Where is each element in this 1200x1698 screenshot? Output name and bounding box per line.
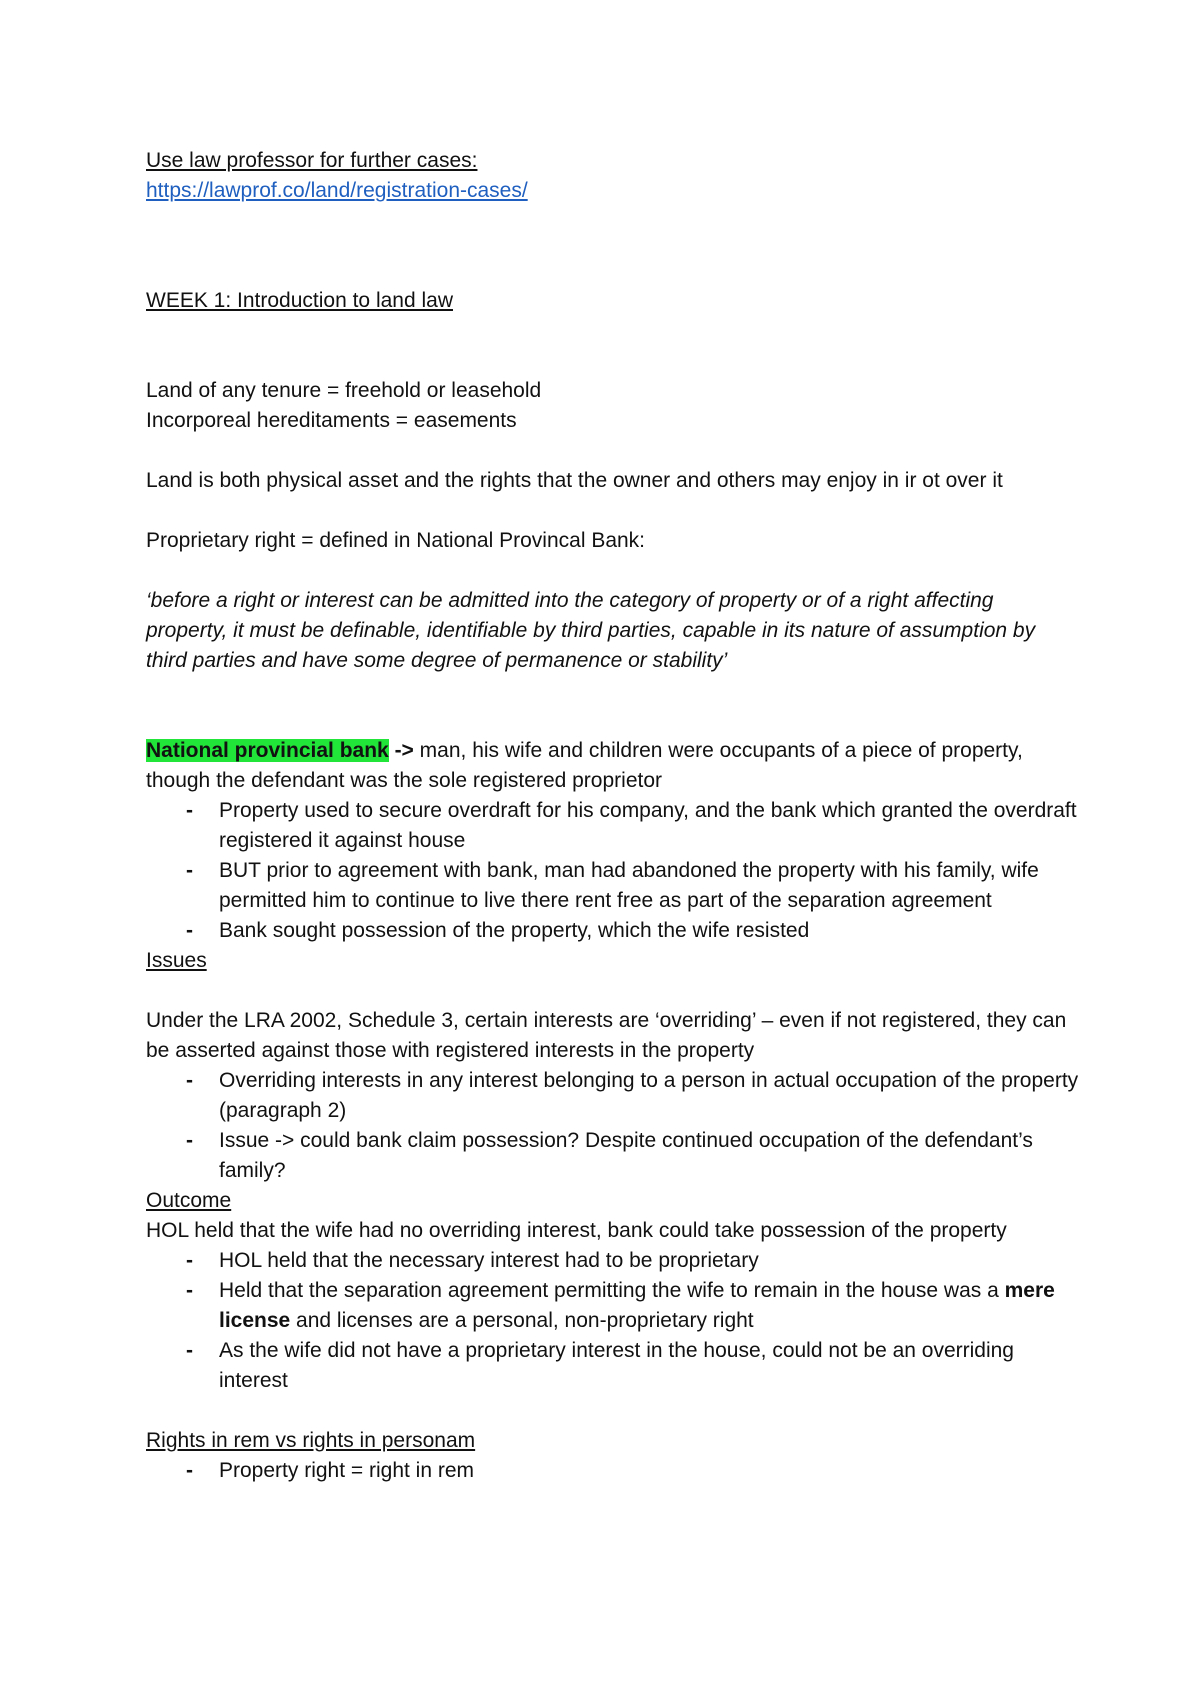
incorporeal-definition: Incorporeal hereditaments = easements (146, 409, 517, 432)
outcome-list (146, 1246, 1080, 1396)
case-name-highlight: National provincial bank (146, 739, 389, 762)
list-item (146, 1276, 1080, 1336)
proprietary-definition: Proprietary right = defined in National Provincal Bank: (146, 529, 646, 552)
outcome2-pre: Held that the separation agreement permitting the wife to remain in the house was a (219, 1279, 1005, 1302)
header-title: Use law professor for further cases: (146, 149, 478, 172)
list-item: - Property used to secure overdraft for his company, and the bank which granted the overdraft registered it against house (146, 796, 1080, 856)
case-summary-text: man, his wife and children were occupants of a piece of property, though the defendant was the sole registered proprietor (146, 739, 1023, 792)
mere-license-bold: mere license (219, 1279, 1055, 1332)
definition-quote: ‘before a right or interest can be admitted into the category of property or of a right affecting property, it must be definable, identifiable by third parties, capable in its nature of assumption by third parties and have some degree of permanence or stability’ (146, 589, 1036, 672)
list-item: - Bank sought possession of the property, which the wife resisted (146, 916, 1080, 946)
list-item: - As the wife did not have a proprietary interest in the house, could not be an overriding interest (146, 1336, 1080, 1396)
case-summary (146, 736, 1080, 796)
list-item: - Overriding interests in any interest belonging to a person in actual occupation of the property (paragraph 2) (146, 1066, 1080, 1126)
outcome2-post: and licenses are a personal, non-proprietary right (290, 1309, 754, 1332)
outcome-heading: Outcome (146, 1189, 232, 1212)
tenure-definition: Land of any tenure = freehold or leasehold (146, 379, 542, 402)
issues-intro: Under the LRA 2002, Schedule 3, certain interests are ‘overriding’ – even if not registered, they can be asserted against those with registered interests in the property (146, 1009, 1067, 1062)
list-item: - BUT prior to agreement with bank, man had abandoned the property with his family, wife permitted him to continue to live there rent free as part of the separation agreement (146, 856, 1080, 916)
list-item: - Issue -> could bank claim possession? Despite continued occupation of the defendant’s family? (146, 1126, 1080, 1186)
rights-heading: Rights in rem vs rights in personam (146, 1429, 476, 1452)
outcome-intro: HOL held that the wife had no overriding interest, bank could take possession of the property (146, 1219, 1007, 1242)
issues-heading: Issues (146, 949, 207, 972)
rights-list (146, 1456, 1080, 1486)
case-arrow: -> (388, 739, 420, 762)
case-facts-list (146, 796, 1080, 946)
week-heading: WEEK 1: Introduction to land law (146, 289, 453, 312)
list-item: - HOL held that the necessary interest had to be proprietary (146, 1246, 1080, 1276)
lawprof-link[interactable]: https://lawprof.co/land/registration-cases/ (146, 179, 528, 202)
issues-list (146, 1066, 1080, 1186)
land-definition: Land is both physical asset and the rights that the owner and others may enjoy in ir ot over it (146, 469, 1003, 492)
list-item: - Property right = right in rem (146, 1456, 1080, 1486)
